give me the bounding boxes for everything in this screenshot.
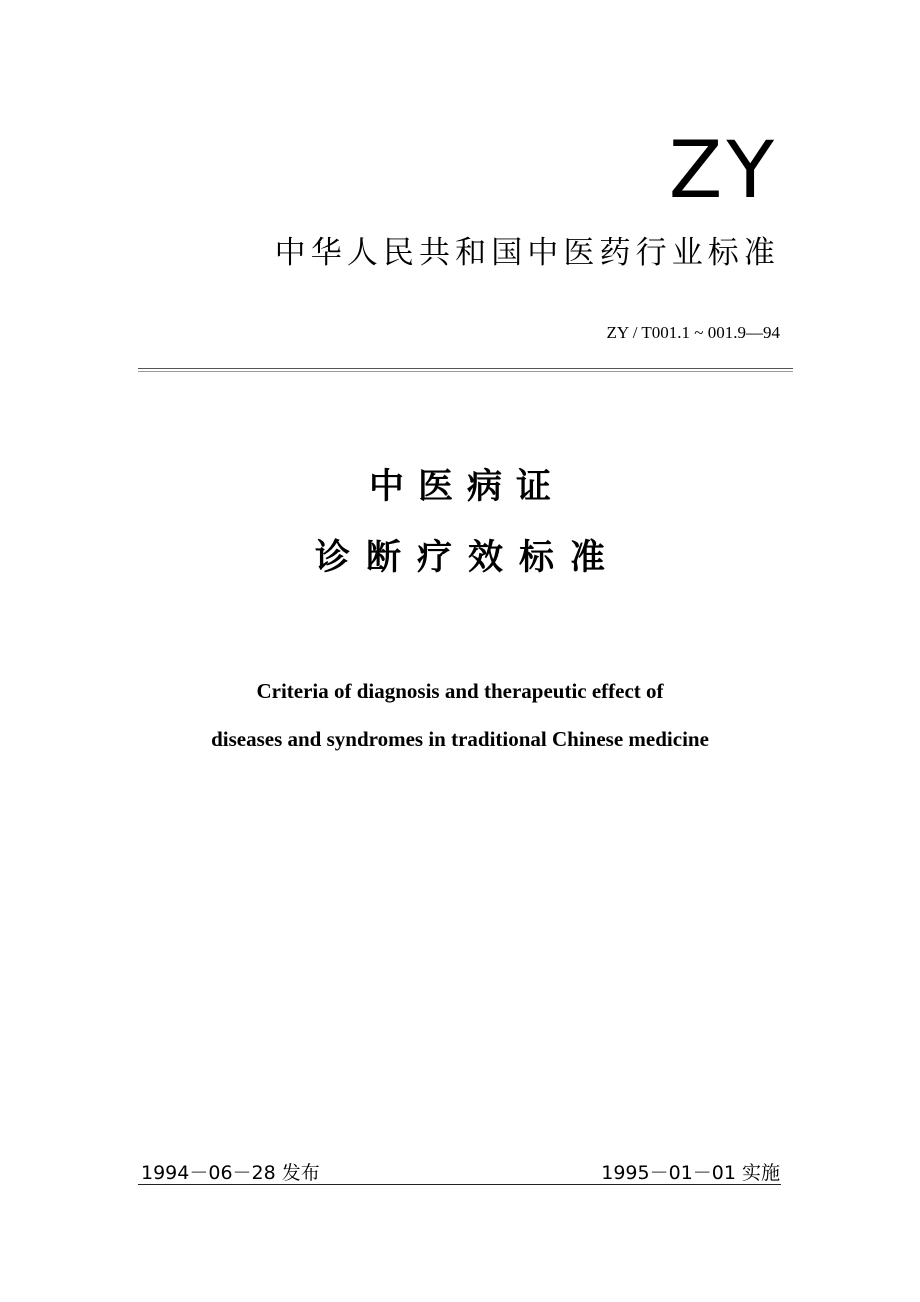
issue-date: 1994－06－28 发布 [141,1162,320,1184]
title-zh-line2: 诊断疗效标准 [314,538,621,578]
effective-date: 1995－01－01 实施 [601,1162,780,1184]
header-divider-secondary [138,371,793,372]
standard-category: 中华人民共和国中医药行业标准 [274,235,780,271]
standard-code: ZY [668,126,778,216]
title-en-line2: diseases and syndromes in traditional Chinese medicine [211,727,709,751]
standard-number: ZY / T001.1 ~ 001.9—94 [606,323,780,342]
title-en-line1: Criteria of diagnosis and therapeutic effect of [256,679,664,703]
title-zh-line1: 中医病证 [368,467,565,507]
footer-divider [138,1184,781,1185]
header-divider [138,368,793,369]
